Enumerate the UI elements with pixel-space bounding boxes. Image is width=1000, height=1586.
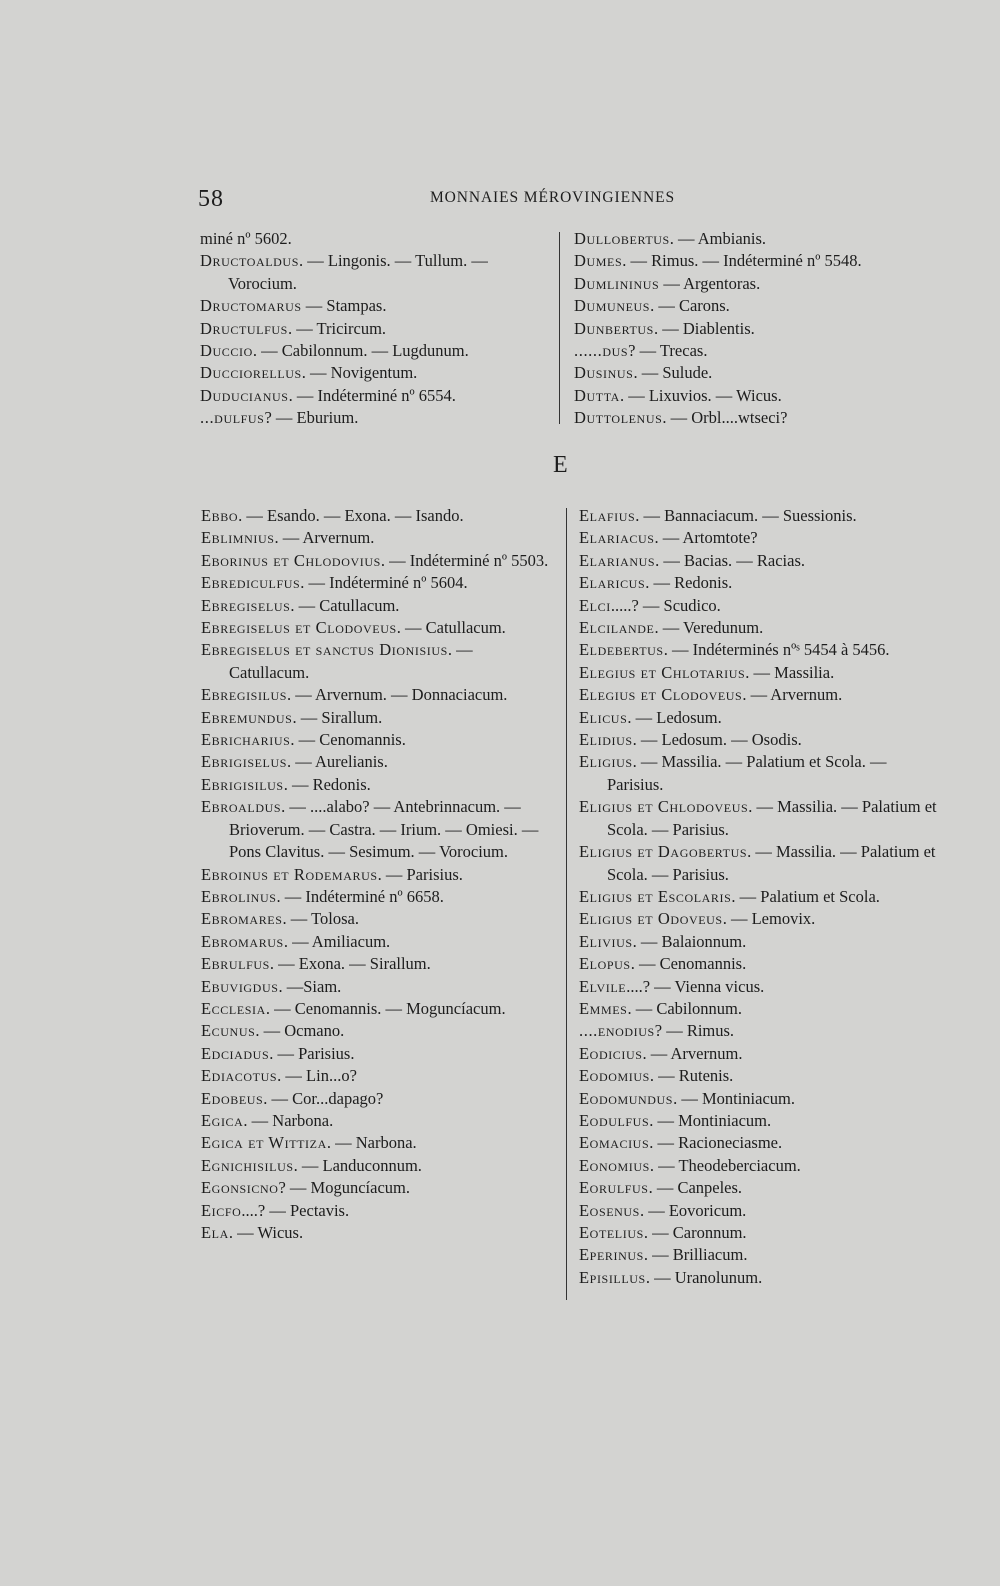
entry-places: . — Uranolunum. xyxy=(645,1267,763,1287)
entry-name: Elafius xyxy=(579,506,636,525)
entry-places: . — Arvernum. — Donnaciacum. xyxy=(287,685,508,705)
entry-name: Eorulfus xyxy=(579,1178,649,1198)
index-entry xyxy=(579,998,939,1020)
index-entry xyxy=(201,1132,551,1154)
entry-name: Eotelius xyxy=(579,1223,644,1242)
index-entry xyxy=(579,550,939,572)
entry-places: . — Lemovix. xyxy=(722,909,816,929)
entry-name: Dumlininus xyxy=(574,273,660,293)
index-entry xyxy=(200,407,545,429)
entry-name: Eblimnius xyxy=(201,528,275,548)
index-entry xyxy=(201,931,551,953)
entry-places: . — Landuconnum. xyxy=(293,1155,422,1175)
index-entry xyxy=(574,407,934,429)
index-entry xyxy=(579,639,939,661)
index-entry xyxy=(574,228,934,250)
entry-name: Eodomundus xyxy=(579,1088,674,1108)
entry-places: . — Orbl....wtseci? xyxy=(662,408,788,428)
entry-name: Ebuvigdus xyxy=(201,976,279,996)
index-entry xyxy=(579,505,939,527)
entry-name: Egnichisilus xyxy=(201,1155,294,1175)
entry-name: Edobeus xyxy=(201,1088,264,1108)
entry-name: Dullobertus xyxy=(574,229,670,248)
index-entry xyxy=(579,572,939,594)
entry-name: Ebregiselus et Clodoveus xyxy=(201,618,397,638)
index-entry xyxy=(201,774,551,796)
index-entry xyxy=(201,1065,551,1087)
entry-name: Elopus xyxy=(579,954,631,974)
entry-places: ? — Trecas. xyxy=(628,341,708,361)
entry-places: . — Cenomannis. — Moguncíacum. xyxy=(265,998,506,1018)
entry-name: Dructomarus xyxy=(200,296,302,316)
entry-places: . — Indéterminé nº 5503. xyxy=(380,550,549,570)
entry-name: Eodomius xyxy=(579,1066,650,1086)
entry-name: Eborinus et Chlodovius xyxy=(201,550,381,570)
entry-name: Ebrigisilus xyxy=(201,774,284,794)
entry-places: . — Lin...o? xyxy=(277,1066,357,1086)
index-entry xyxy=(574,385,934,407)
entry-places: . — Redonis. xyxy=(283,774,371,794)
entry-places: . — Novigentum. xyxy=(301,363,418,383)
index-entry xyxy=(201,1222,551,1244)
index-entry xyxy=(200,250,545,295)
index-entry xyxy=(200,340,545,362)
entry-places: . — Indéterminé nº 6658. xyxy=(276,886,444,906)
entry-name: Elegius et Clodoveus xyxy=(579,685,743,705)
entry-places: . — Massilia. — Palatium et Scola. — Parisius. xyxy=(607,752,887,794)
entry-name: Eligius et Odoveus xyxy=(579,909,723,929)
entry-name: Ebromarus xyxy=(201,931,284,951)
index-entry xyxy=(200,385,545,407)
entry-places: . — Sulude. xyxy=(633,363,713,383)
section-letter: E xyxy=(553,452,568,478)
entry-places: . — Indéterminé nº 6554. xyxy=(288,385,456,405)
entry-name: Dructoaldus xyxy=(200,251,299,271)
index-entry xyxy=(201,976,551,998)
index-entry xyxy=(579,751,939,796)
entry-name: Elicus xyxy=(579,707,628,727)
entry-name: Ebrigiselus xyxy=(201,752,288,772)
entry-places: . — Esando. — Exona. — Isando. xyxy=(238,506,464,525)
entry-name: Elivius xyxy=(579,931,633,951)
entry-name: Ecunus xyxy=(201,1021,256,1041)
index-entry xyxy=(579,796,939,841)
column-e-right xyxy=(579,505,939,1289)
index-entry xyxy=(201,729,551,751)
entry-places: . — Bannaciacum. — Suessionis. xyxy=(635,506,857,525)
entry-places: ....? — Pectavis. xyxy=(241,1200,350,1220)
entry-places: . — Massilia. xyxy=(745,662,835,682)
entry-name: Elci xyxy=(579,595,611,615)
index-entry xyxy=(579,527,939,549)
entry-name: Eomacius xyxy=(579,1133,650,1153)
entry-places: . — Brilliacum. xyxy=(643,1245,748,1265)
entry-name: Elegius et Chlotarius xyxy=(579,662,746,682)
entry-places: . — Montiniacum. xyxy=(673,1088,795,1108)
entry-places: . — Canpeles. xyxy=(648,1178,743,1198)
entry-places: ? — Moguncíacum. xyxy=(278,1178,410,1198)
entry-name: Eligius et Chlodoveus xyxy=(579,797,749,817)
entry-name: Ediacotus xyxy=(201,1066,278,1086)
index-entry xyxy=(201,684,551,706)
entry-name: Egica et Wittiza xyxy=(201,1133,327,1153)
entry-name: Eodicius xyxy=(579,1043,643,1063)
index-entry xyxy=(201,908,551,930)
entry-name: Ecclesia xyxy=(201,998,266,1018)
entry-places: . — Amiliacum. xyxy=(283,931,391,951)
column-e-left xyxy=(201,505,551,1244)
entry-places: . — Cabilonnum. — Lugdunum. xyxy=(252,341,469,361)
entry-name: Edciadus xyxy=(201,1043,270,1063)
index-entry xyxy=(201,1020,551,1042)
entry-name: Dumuneus xyxy=(574,296,651,316)
index-entry xyxy=(579,595,939,617)
index-entry xyxy=(200,318,545,340)
entry-name: Ebromares xyxy=(201,909,283,929)
index-entry xyxy=(574,295,934,317)
entry-name: Ducciorellus xyxy=(200,363,302,383)
index-entry xyxy=(574,273,934,295)
index-entry xyxy=(201,527,551,549)
entry-name: Ebregiselus et sanctus Dionisius xyxy=(201,640,448,660)
index-entry xyxy=(201,998,551,1020)
index-entry xyxy=(579,1222,939,1244)
entry-places: . — Cenomannis. xyxy=(630,954,747,974)
index-entry xyxy=(201,1043,551,1065)
entry-name: Dumes xyxy=(574,251,623,271)
index-entry xyxy=(579,1088,939,1110)
index-entry xyxy=(579,1200,939,1222)
index-entry xyxy=(579,1043,939,1065)
entry-places: . — Diablentis. xyxy=(653,318,755,338)
index-entry xyxy=(579,684,939,706)
entry-places: . — Wicus. xyxy=(228,1223,304,1242)
index-entry xyxy=(201,595,551,617)
entry-places: . — Exona. — Sirallum. xyxy=(269,954,431,974)
index-entry xyxy=(574,362,934,384)
entry-places: . — Balaionnum. xyxy=(632,931,747,951)
entry-places: . — Narbona. xyxy=(243,1110,334,1130)
index-entry xyxy=(201,707,551,729)
entry-places: . — Rimus. — Indéterminé nº 5548. xyxy=(622,251,862,271)
entry-places: . — Eovoricum. xyxy=(639,1200,747,1220)
entry-name: Eligius xyxy=(579,752,633,772)
entry-places: . — Ledosum. xyxy=(627,707,722,727)
index-entry xyxy=(201,796,551,863)
index-entry xyxy=(579,1132,939,1154)
entry-places: — Stampas. xyxy=(301,296,387,316)
entry-name: Ebrolinus xyxy=(201,886,277,906)
index-entry xyxy=(201,1155,551,1177)
entry-name: Ebroaldus xyxy=(201,797,282,817)
index-entry xyxy=(574,340,934,362)
index-entry xyxy=(579,931,939,953)
entry-name: ......dus xyxy=(574,341,629,361)
column-rule-e xyxy=(566,508,567,1300)
entry-places: . — Parisius. xyxy=(269,1043,355,1063)
entry-places: . — Racioneciasme. xyxy=(649,1133,783,1153)
index-entry xyxy=(201,1177,551,1199)
index-entry xyxy=(579,729,939,751)
entry-name: Dutta xyxy=(574,385,620,405)
entry-name: Duccio xyxy=(200,341,253,361)
index-entry xyxy=(200,295,545,317)
entry-places: ? — Eburium. xyxy=(264,408,359,428)
entry-name: Ebrulfus xyxy=(201,954,270,974)
column-rule-top xyxy=(559,232,560,424)
entry-name: Eperinus xyxy=(579,1245,644,1265)
entry-name: Emmes xyxy=(579,998,628,1018)
index-entry xyxy=(201,1088,551,1110)
entry-name: Eosenus xyxy=(579,1200,640,1220)
entry-places: . — Aurelianis. xyxy=(287,752,388,772)
index-entry xyxy=(201,886,551,908)
index-entry xyxy=(201,550,551,572)
index-entry xyxy=(201,864,551,886)
entry-places: . — Redonis. xyxy=(645,573,733,593)
entry-places: . — Arvernum. xyxy=(742,685,843,705)
entry-name: Elarianus xyxy=(579,550,656,570)
entry-places: . — Massilia. — Palatium et Scola. — Parisius. xyxy=(607,797,937,839)
entry-places: . — Catullacum. xyxy=(229,640,473,682)
entry-name: Ebregisilus xyxy=(201,685,288,705)
index-entry xyxy=(201,751,551,773)
entry-name: Dructulfus xyxy=(200,318,288,338)
entry-name: Eonomius xyxy=(579,1155,650,1175)
entry-places: . — Artomtote? xyxy=(654,528,758,548)
entry-name: Eligius et Escolaris xyxy=(579,886,732,906)
entry-name: Elvile xyxy=(579,976,627,996)
entry-name: Egonsicno xyxy=(201,1178,279,1198)
index-entry xyxy=(579,1155,939,1177)
index-entry xyxy=(579,1267,939,1289)
entry-places: . — Cabilonnum. xyxy=(627,998,743,1018)
entry-places: . — Theodeberciacum. xyxy=(649,1155,801,1175)
index-entry xyxy=(574,250,934,272)
entry-places: . — ....alabo? — Antebrinnacum. — Brioverum. — Castra. — Irium. — Omiesi. — Pons Clavitus. — Sesimum. — Vorocium. xyxy=(229,797,539,862)
entry-name: Eicfo xyxy=(201,1200,242,1220)
entry-places: . — Cenomannis. xyxy=(290,730,406,750)
index-entry xyxy=(579,976,939,998)
entry-name: Ebroinus et Rodemarus xyxy=(201,864,378,884)
entry-places: . — Catullacum. xyxy=(396,618,506,638)
index-entry xyxy=(579,1177,939,1199)
entry-places: . — Sirallum. xyxy=(292,707,383,727)
entry-name: Ebricharius xyxy=(201,730,291,750)
entry-places: . — Carons. xyxy=(650,296,730,316)
entry-name: Ebremundus xyxy=(201,707,293,727)
index-entry xyxy=(579,886,939,908)
index-entry xyxy=(579,662,939,684)
entry-places: . — Ledosum. — Osodis. xyxy=(632,730,802,750)
entry-places: . — Massilia. — Palatium et Scola. — Parisius. xyxy=(607,842,936,884)
entry-name: Eligius et Dagobertus xyxy=(579,842,748,862)
index-entry xyxy=(574,318,934,340)
index-entry xyxy=(201,953,551,975)
entry-name: Ela xyxy=(201,1223,229,1242)
entry-places: . — Parisius. xyxy=(377,864,463,884)
index-entry xyxy=(201,505,551,527)
entry-places: . — Rutenis. xyxy=(649,1066,734,1086)
entry-name: Episillus xyxy=(579,1267,646,1287)
entry-name: Elaricus xyxy=(579,573,646,593)
entry-places: . — Veredunum. xyxy=(654,618,764,638)
entry-places: . — Arvernum. xyxy=(274,528,375,548)
entry-places: . — Montiniacum. xyxy=(649,1110,772,1130)
entry-places: . — Tricircum. xyxy=(287,318,387,338)
index-entry xyxy=(201,572,551,594)
entry-places: miné nº 5602. xyxy=(200,229,292,248)
entry-places: . — Catullacum. xyxy=(290,595,400,615)
column-top-right xyxy=(574,228,934,430)
index-entry xyxy=(201,639,551,684)
entry-name: Dunbertus xyxy=(574,318,654,338)
entry-places: . — Lixuvios. — Wicus. xyxy=(619,385,782,405)
entry-places: ....? — Vienna vicus. xyxy=(626,976,765,996)
entry-places: . — Tolosa. xyxy=(282,909,359,929)
entry-places: . — Indéterminés nºˢ 5454 à 5456. xyxy=(663,640,890,660)
entry-places: . — Narbona. xyxy=(326,1133,417,1153)
index-entry xyxy=(579,617,939,639)
entry-places: .....? — Scudico. xyxy=(610,595,721,615)
index-entry xyxy=(579,1244,939,1266)
entry-name: Duttolenus xyxy=(574,408,663,428)
running-head: MONNAIES MÉROVINGIENNES xyxy=(430,189,676,206)
entry-places: . — Bacias. — Racias. xyxy=(655,550,805,570)
entry-name: Elidius xyxy=(579,730,633,750)
entry-places: . — Cor...dapago? xyxy=(263,1088,384,1108)
entry-name: Duducianus xyxy=(200,385,289,405)
entry-name: Egica xyxy=(201,1110,244,1130)
column-top-left xyxy=(200,228,545,430)
index-entry xyxy=(579,1020,939,1042)
entry-places: . — Palatium et Scola. xyxy=(731,886,880,906)
index-entry xyxy=(579,1065,939,1087)
index-entry xyxy=(201,617,551,639)
entry-name: Dusinus xyxy=(574,363,634,383)
index-entry xyxy=(579,841,939,886)
entry-name: ...dulfus xyxy=(200,408,265,428)
entry-places: . — Indéterminé nº 5604. xyxy=(300,573,468,593)
index-entry xyxy=(200,228,545,250)
index-entry xyxy=(579,707,939,729)
page-number: 58 xyxy=(198,186,224,212)
index-entry xyxy=(200,362,545,384)
entry-places: — Argentoras. xyxy=(659,273,761,293)
index-entry xyxy=(201,1110,551,1132)
index-entry xyxy=(201,1200,551,1222)
index-entry xyxy=(579,908,939,930)
entry-name: Eodulfus xyxy=(579,1110,650,1130)
entry-places: . — Ocmano. xyxy=(255,1021,345,1041)
entry-places: . — Lingonis. — Tullum. — Vorocium. xyxy=(228,251,488,293)
index-entry xyxy=(579,1110,939,1132)
entry-name: Eldebertus xyxy=(579,640,664,660)
entry-name: Ebbo xyxy=(201,506,239,525)
entry-name: ....enodius xyxy=(579,1021,655,1041)
entry-name: Ebregiselus xyxy=(201,595,291,615)
entry-places: . — Caronnum. xyxy=(643,1223,747,1242)
entry-name: Elcilande xyxy=(579,618,655,638)
entry-places: . — Ambianis. xyxy=(669,229,767,248)
entry-places: . — Arvernum. xyxy=(642,1043,743,1063)
index-entry xyxy=(579,953,939,975)
entry-places: . —Siam. xyxy=(278,976,342,996)
entry-name: Elariacus xyxy=(579,528,655,548)
entry-places: ? — Rimus. xyxy=(654,1021,735,1041)
entry-name: Ebrediculfus xyxy=(201,573,301,593)
